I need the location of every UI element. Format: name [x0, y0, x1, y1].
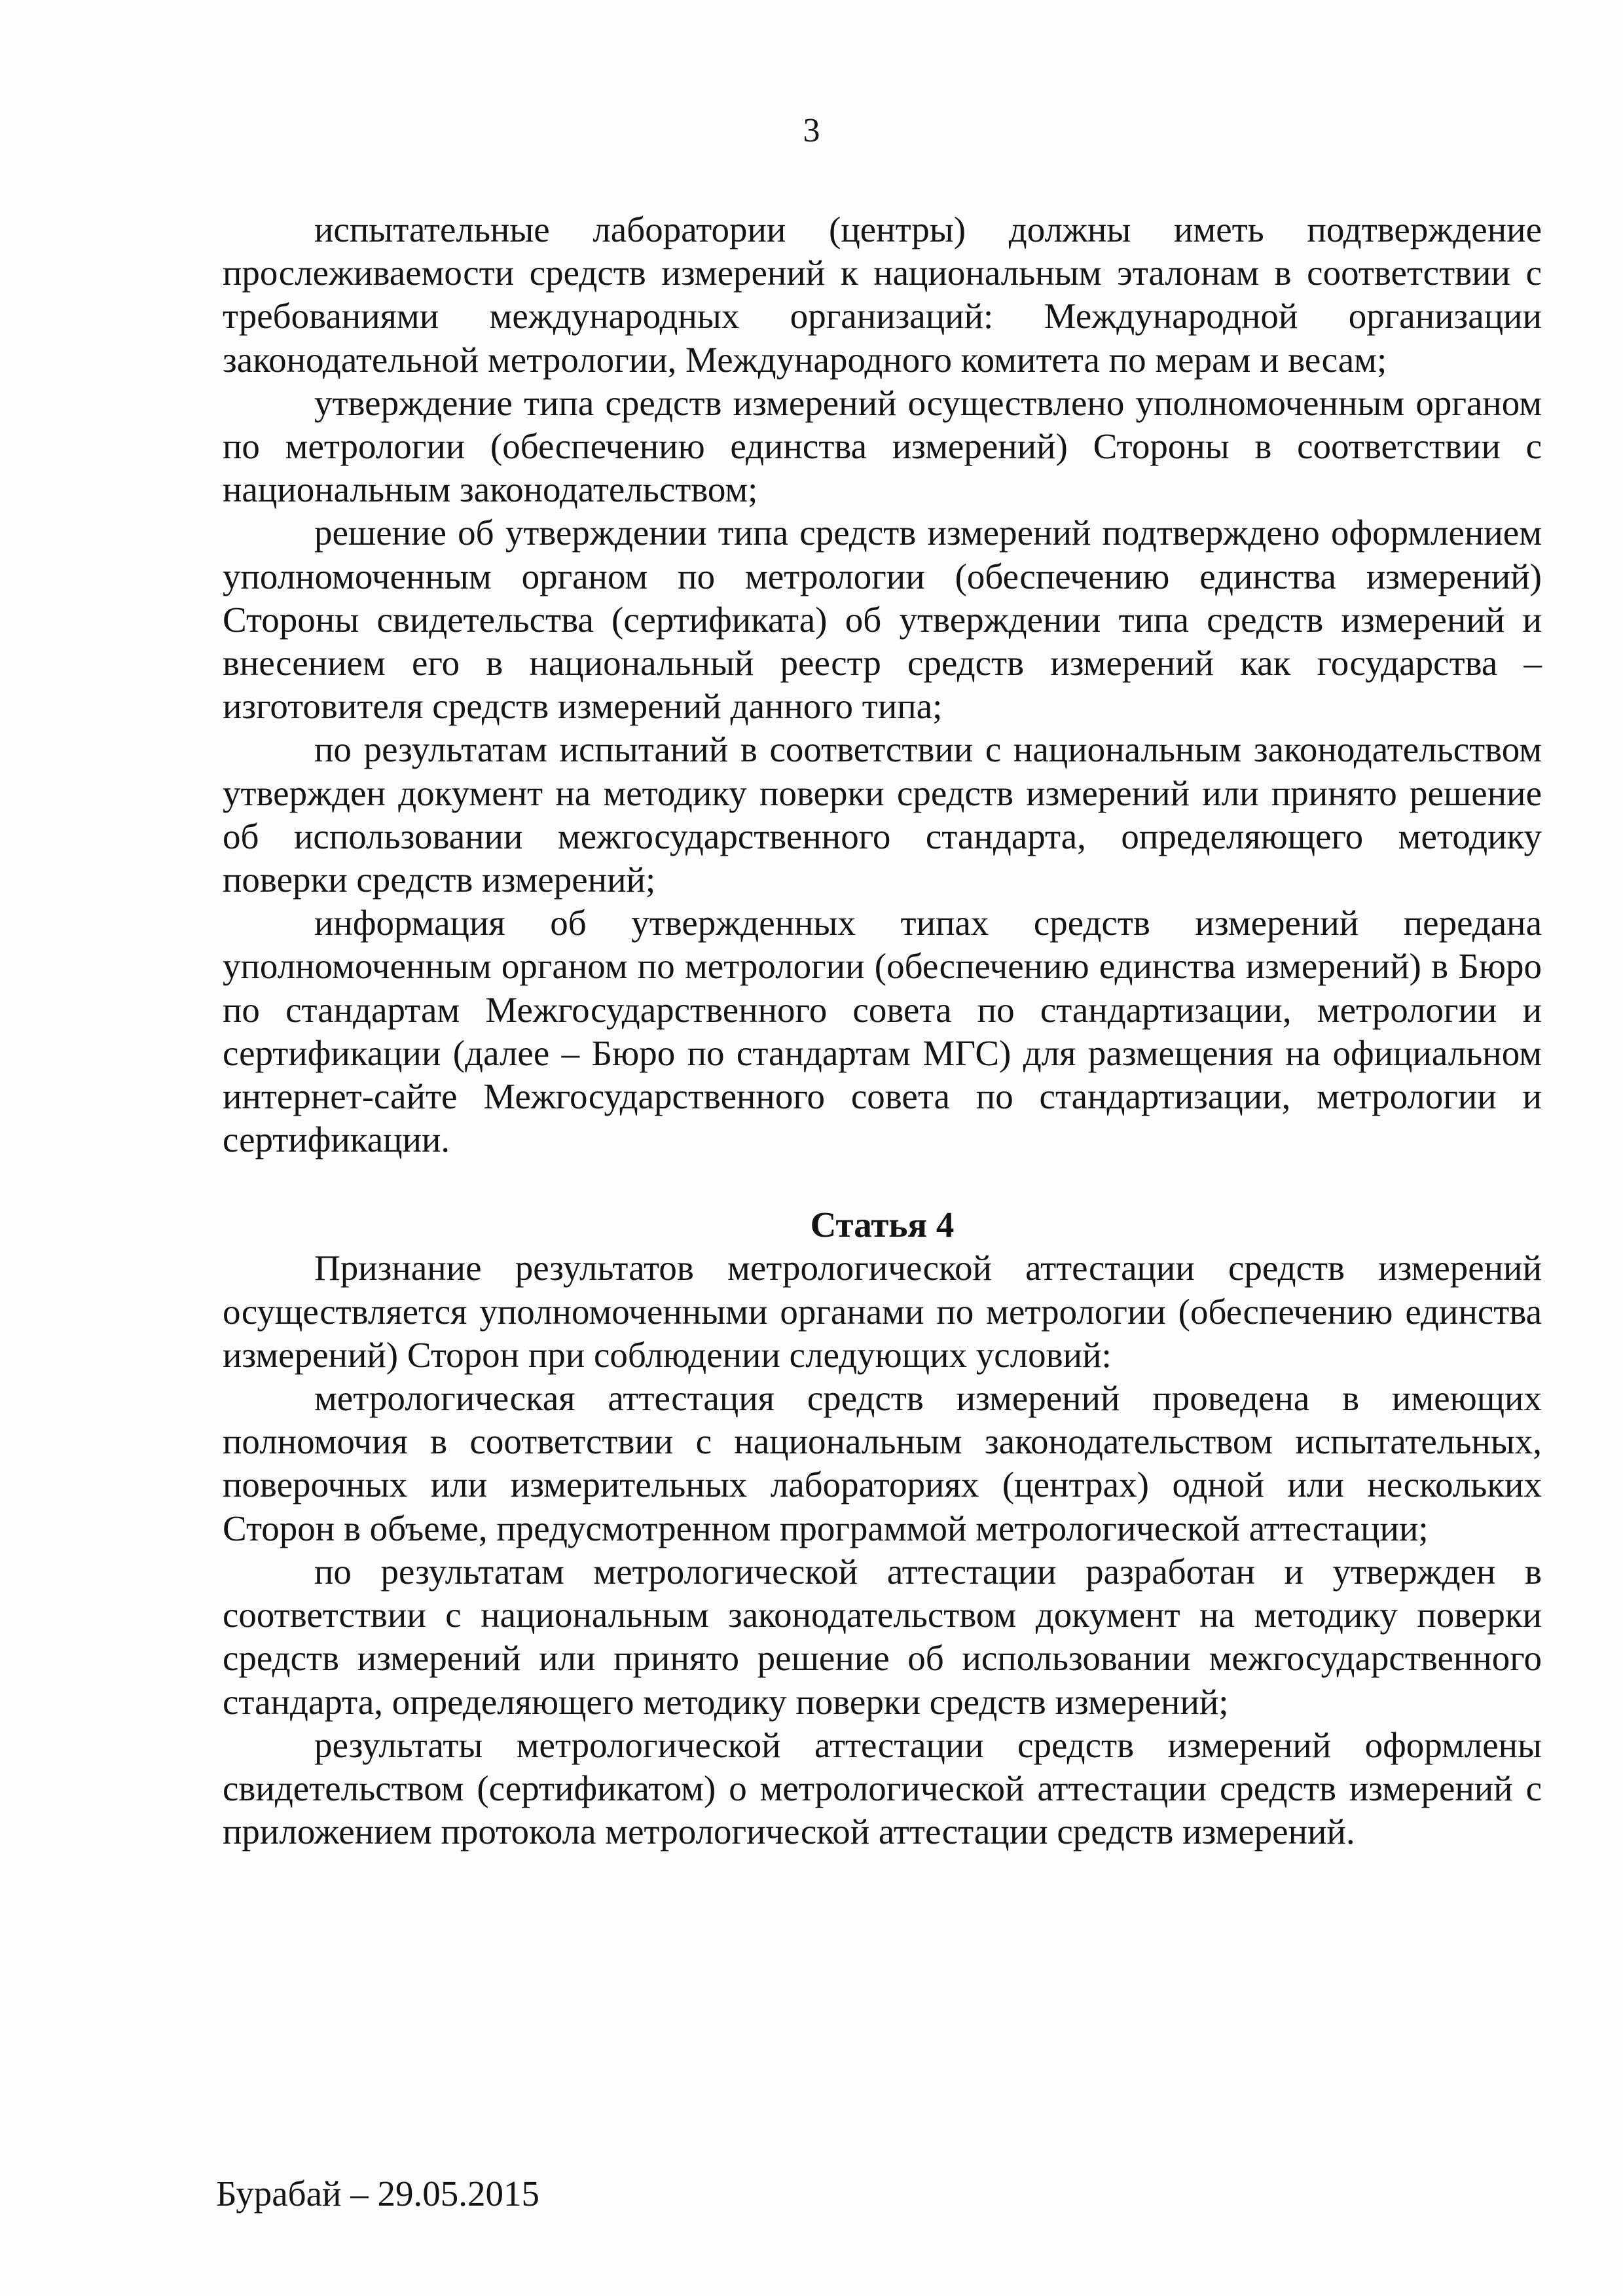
footer-place-date: Бурабай – 29.05.2015 [216, 2174, 539, 2214]
paragraph-verification-method: по результатам испытаний в соответствии с национальным законодательством утвержден документ на методику поверки средств измерений или принято решение об использовании межгосударственного стандарта, определяющего методику поверки средств измерений; [223, 729, 1542, 900]
article-title: Статья 4 [810, 1205, 955, 1245]
paragraph-certification-results: результаты метрологической аттестации средств измерений оформлены свидетельством (сертификатом) о метрологической аттестации средств измерений с приложением протокола метрологической аттестации средств измерений. [223, 1724, 1542, 1852]
paragraph-type-approval: утверждение типа средств измерений осуществлено уполномоченным органом по метрологии (обеспечению единства измерений) Стороны в соответствии с национальным законодательством; [223, 382, 1542, 510]
document-body [223, 208, 1542, 1853]
paragraph-information-transfer: информация об утвержденных типах средств измерений передана уполномоченным органом по метрологии (обеспечению единства измерений) в Бюро по стандартам Межгосударственного совета по стандартизации, метрологии и сертификации (далее – Бюро по стандартам МГС) для размещения на официальном интернет-сайте Межгосударственного совета по стандартизации, метрологии и сертификации. [223, 903, 1542, 1160]
paragraph-traceability: испытательные лаборатории (центры) должны иметь подтверждение прослеживаемости средств измерений к национальным эталонам в соответствии с требованиями международных организаций: Международной организации законодательной метрологии, Международного комитета по мерам и весам; [223, 210, 1542, 380]
paragraph-certification-performed: метрологическая аттестация средств измерений проведена в имеющих полномочия в соответствии с национальным законодательством испытательных, поверочных или измерительных лабораториях (центрах) одной или нескольких Сторон в объеме, предусмотренном программой метрологической аттестации; [223, 1378, 1542, 1548]
paragraph-recognition-intro: Признание результатов метрологической аттестации средств измерений осуществляется уполномоченными органами по метрологии (обеспечению единства измерений) Сторон при соблюдении следующих условий: [223, 1248, 1542, 1375]
paragraph-approval-decision: решение об утверждении типа средств измерений подтверждено оформлением уполномоченным органом по метрологии (обеспечению единства измерений) Стороны свидетельства (сертификата) об утверждении типа средств измерений и внесением его в национальный реестр средств измерений как государства – изготовителя средств измерений данного типа; [223, 513, 1542, 727]
paragraph-certification-method: по результатам метрологической аттестации разработан и утвержден в соответствии с национальным законодательством документ на методику поверки средств измерений или принято решение об использовании межгосударственного стандарта, определяющего методику поверки средств измерений; [223, 1551, 1542, 1722]
page-number: 3 [803, 112, 820, 149]
